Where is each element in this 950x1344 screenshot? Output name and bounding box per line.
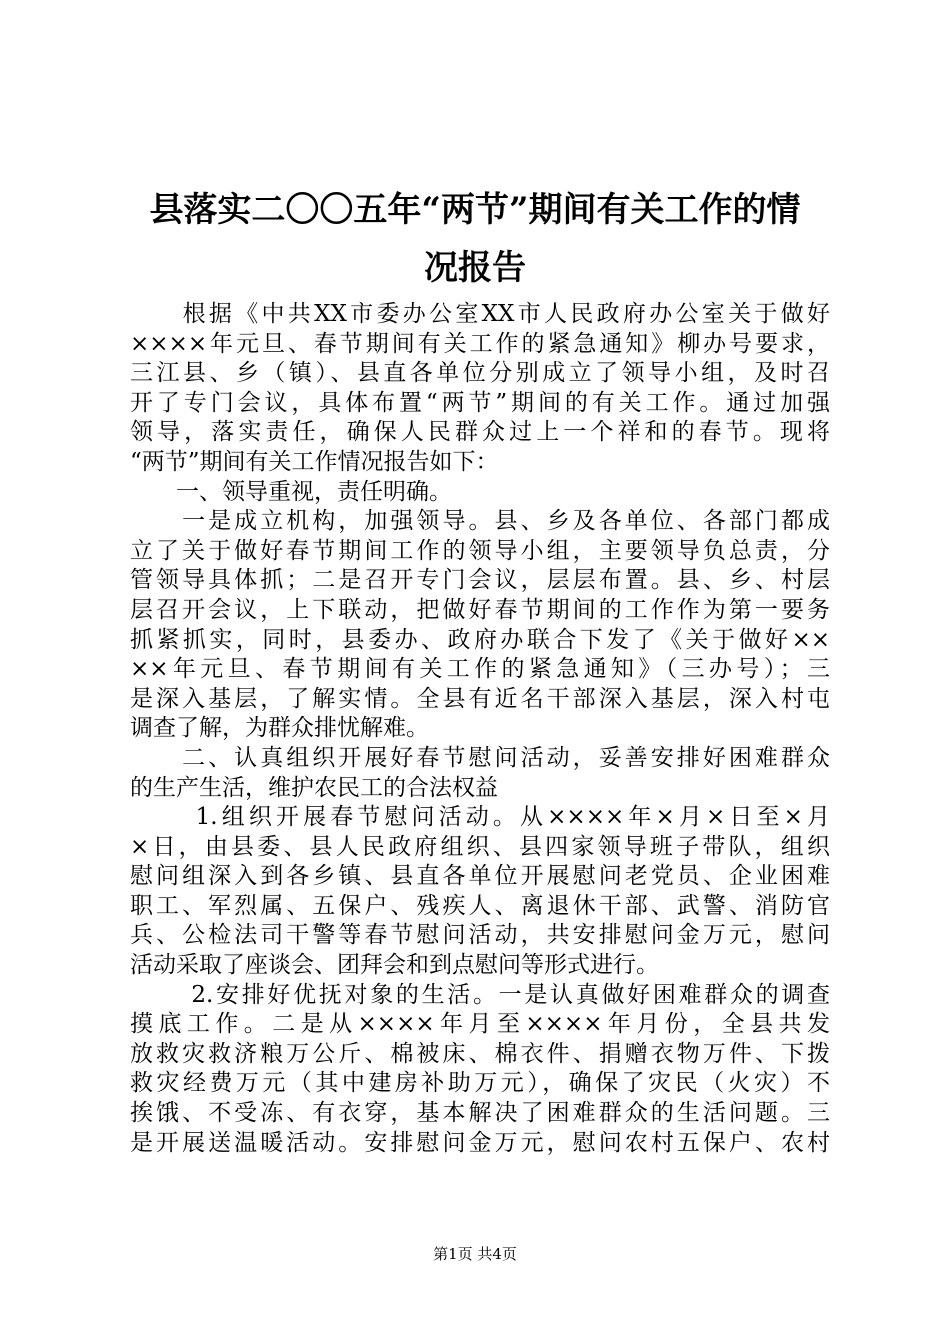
body-text-line: 放救灾救济粮万公斤、棉被床、棉衣件、捐赠衣物万件、下拨 [130, 1040, 830, 1067]
body-text-line: 救灾经费万元（其中建房补助万元），确保了灾民（火灾）不 [130, 1070, 830, 1097]
body-text-line: 摸底工作。二是从××××年月至××××年月份，全县共发 [130, 1011, 830, 1038]
body-text-line: 抓紧抓实，同时，县委办、政府办联合下发了《关于做好×× [130, 626, 830, 653]
body-text-line: 一是成立机构，加强领导。县、乡及各单位、各部门都成 [130, 508, 830, 535]
body-text-line: 调查了解，为群众排忧解难。 [130, 715, 429, 742]
body-text-line: 1.组织开展春节慰问活动。从××××年×月×日至×月 [130, 804, 830, 831]
document-title-line-1: 县落实二〇〇五年“两节”期间有关工作的情 [149, 190, 801, 230]
body-text-line: 领导，落实责任，确保人民群众过上一个祥和的春节。现将 [130, 419, 830, 446]
body-text-line: 管领导具体抓；二是召开专门会议，层层布置。县、乡、村层 [130, 567, 830, 594]
body-text-line: 活动采取了座谈会、团拜会和到点慰问等形式进行。 [130, 952, 659, 979]
body-text-line: 职工、军烈属、五保户、残疾人、离退休干部、武警、消防官 [130, 892, 830, 919]
page-footer: 第1页 共4页 [433, 1245, 517, 1263]
body-text-line: 是深入基层，了解实情。全县有近名干部深入基层，深入村屯 [130, 685, 830, 712]
body-text-line: 三江县、乡（镇）、县直各单位分别成立了领导小组，及时召 [130, 360, 830, 387]
body-text-line: 立了关于做好春节期间工作的领导小组，主要领导负总责，分 [130, 537, 830, 564]
body-text-line: 兵、公检法司干警等春节慰问活动，共安排慰问金万元，慰问 [130, 922, 830, 949]
document-body [130, 300, 830, 1158]
body-text-line: 的生产生活，维护农民工的合法权益 [130, 774, 498, 801]
body-text-line: 开了专门会议，具体布置“两节”期间的有关工作。通过加强 [130, 389, 830, 416]
body-text-line: 慰问组深入到各乡镇、县直各单位开展慰问老党员、企业困难 [130, 863, 830, 890]
body-text-line: 一、领导重视，责任明确。 [130, 478, 452, 505]
body-text-line: 层召开会议，上下联动，把做好春节期间的工作作为第一要务 [130, 596, 830, 623]
body-text-line: ××××年元旦、春节期间有关工作的紧急通知》柳办号要求， [130, 330, 830, 357]
body-text-line: 2.安排好优抚对象的生活。一是认真做好困难群众的调查 [130, 981, 830, 1008]
body-text-line: ×日，由县委、县人民政府组织、县四家领导班子带队，组织 [130, 833, 830, 860]
body-text-line: 根据《中共XX市委办公室XX市人民政府办公室关于做好 [130, 301, 830, 327]
body-text-line: ××年元旦、春节期间有关工作的紧急通知》（三办号）；三 [130, 656, 830, 683]
document-title-line-2: 况报告 [424, 248, 526, 288]
body-text-line: 是开展送温暖活动。安排慰问金万元，慰问农村五保户、农村 [130, 1129, 830, 1156]
body-text-line: 挨饿、不受冻、有衣穿，基本解决了困难群众的生活问题。三 [130, 1100, 830, 1127]
body-text-line: “两节”期间有关工作情况报告如下： [130, 448, 499, 475]
body-text-line: 二、认真组织开展好春节慰问活动，妥善安排好困难群众 [130, 744, 830, 771]
